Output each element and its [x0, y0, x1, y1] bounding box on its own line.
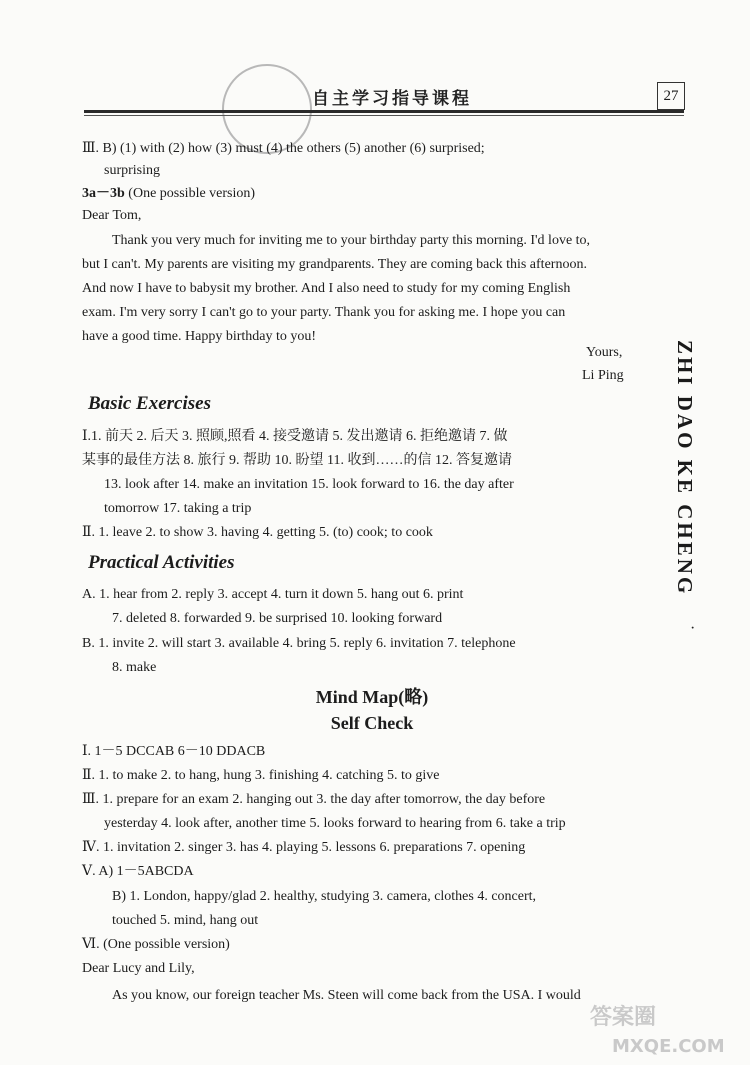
answer-line: Ⅱ. 1. leave 2. to show 3. having 4. getting 5. (to) cook; to cook [82, 525, 433, 540]
letter-signature: Li Ping [582, 368, 624, 383]
answer-line: 某事的最佳方法 8. 旅行 9. 帮助 10. 盼望 11. 收到……的信 12. 答复邀请 [82, 453, 512, 468]
letter-line: And now I have to babysit my brother. And I also need to study for my coming English [82, 281, 571, 296]
watermark-logo: 答案圈 [590, 1005, 657, 1030]
section-heading-mindmap: Mind Map(略) [315, 687, 429, 707]
section-label: 3a－3b [82, 186, 125, 201]
answer-line: Ⅰ.1. 前天 2. 后天 3. 照顾,照看 4. 接受邀请 5. 发出邀请 6. 拒绝邀请 7. 做 [82, 429, 508, 444]
header-rule-thin [84, 115, 684, 116]
section-heading-basic: Basic Exercises [88, 393, 211, 414]
answer-line: Ⅴ. A) 1－5ABCDA [82, 864, 194, 879]
side-vertical-title: ZHI DAO KE CHENG [673, 340, 697, 597]
answer-line: Ⅱ. 1. to make 2. to hang, hung 3. finishing 4. catching 5. to give [82, 768, 440, 783]
letter-line: but I can't. My parents are visiting my grandparents. They are coming back this afternoon. [82, 257, 587, 272]
answer-line: surprising [104, 163, 160, 178]
answer-line: B. 1. invite 2. will start 3. available 4. bring 5. reply 6. invitation 7. telephone [82, 636, 516, 651]
answer-text: (One possible version) [128, 186, 256, 201]
header-rule [84, 110, 684, 113]
answer-line: 7. deleted 8. forwarded 9. be surprised 10. looking forward [112, 611, 443, 626]
answer-line: B) 1. London, happy/glad 2. healthy, studying 3. camera, clothes 4. concert, [112, 889, 537, 904]
letter-salutation: Dear Lucy and Lily, [82, 961, 195, 976]
answer-line: A. 1. hear from 2. reply 3. accept 4. turn it down 5. hang out 6. print [82, 587, 464, 602]
side-mark: · [690, 620, 696, 637]
letter-line: exam. I'm very sorry I can't go to your party. Thank you for asking me. I hope you can [82, 305, 566, 320]
answer-line: Ⅳ. 1. invitation 2. singer 3. has 4. playing 5. lessons 6. preparations 7. opening [82, 840, 526, 855]
answer-line [82, 184, 662, 204]
page-number: 27 [657, 82, 685, 110]
header-title: 自主学习指导课程 [312, 89, 472, 109]
section-heading-practical: Practical Activities [88, 552, 235, 573]
section-heading-selfcheck: Self Check [330, 713, 414, 733]
letter-salutation: Dear Tom, [82, 208, 142, 223]
letter-line: Thank you very much for inviting me to your birthday party this morning. I'd love to, [112, 233, 591, 248]
answer-line: Ⅲ. 1. prepare for an exam 2. hanging out 3. the day after tomorrow, the day before [82, 792, 546, 807]
watermark-url: MXQE.COM [612, 1036, 725, 1057]
answer-line: Ⅵ. (One possible version) [82, 937, 230, 952]
answer-line: 13. look after 14. make an invitation 15. look forward to 16. the day after [104, 477, 514, 492]
letter-line: As you know, our foreign teacher Ms. Steen will come back from the USA. I would [112, 988, 581, 1003]
answer-line: 8. make [112, 660, 157, 675]
answer-line: touched 5. mind, hang out [112, 913, 259, 928]
answer-line: tomorrow 17. taking a trip [104, 501, 252, 516]
answer-line: Ⅲ. B) (1) with (2) how (3) must (4) the others (5) another (6) surprised; [82, 141, 485, 156]
answer-line: Ⅰ. 1－5 DCCAB 6－10 DDACB [82, 744, 266, 759]
letter-line: have a good time. Happy birthday to you! [82, 329, 317, 344]
letter-closing: Yours, [586, 345, 623, 360]
answer-line: yesterday 4. look after, another time 5. looks forward to hearing from 6. take a trip [104, 816, 566, 831]
